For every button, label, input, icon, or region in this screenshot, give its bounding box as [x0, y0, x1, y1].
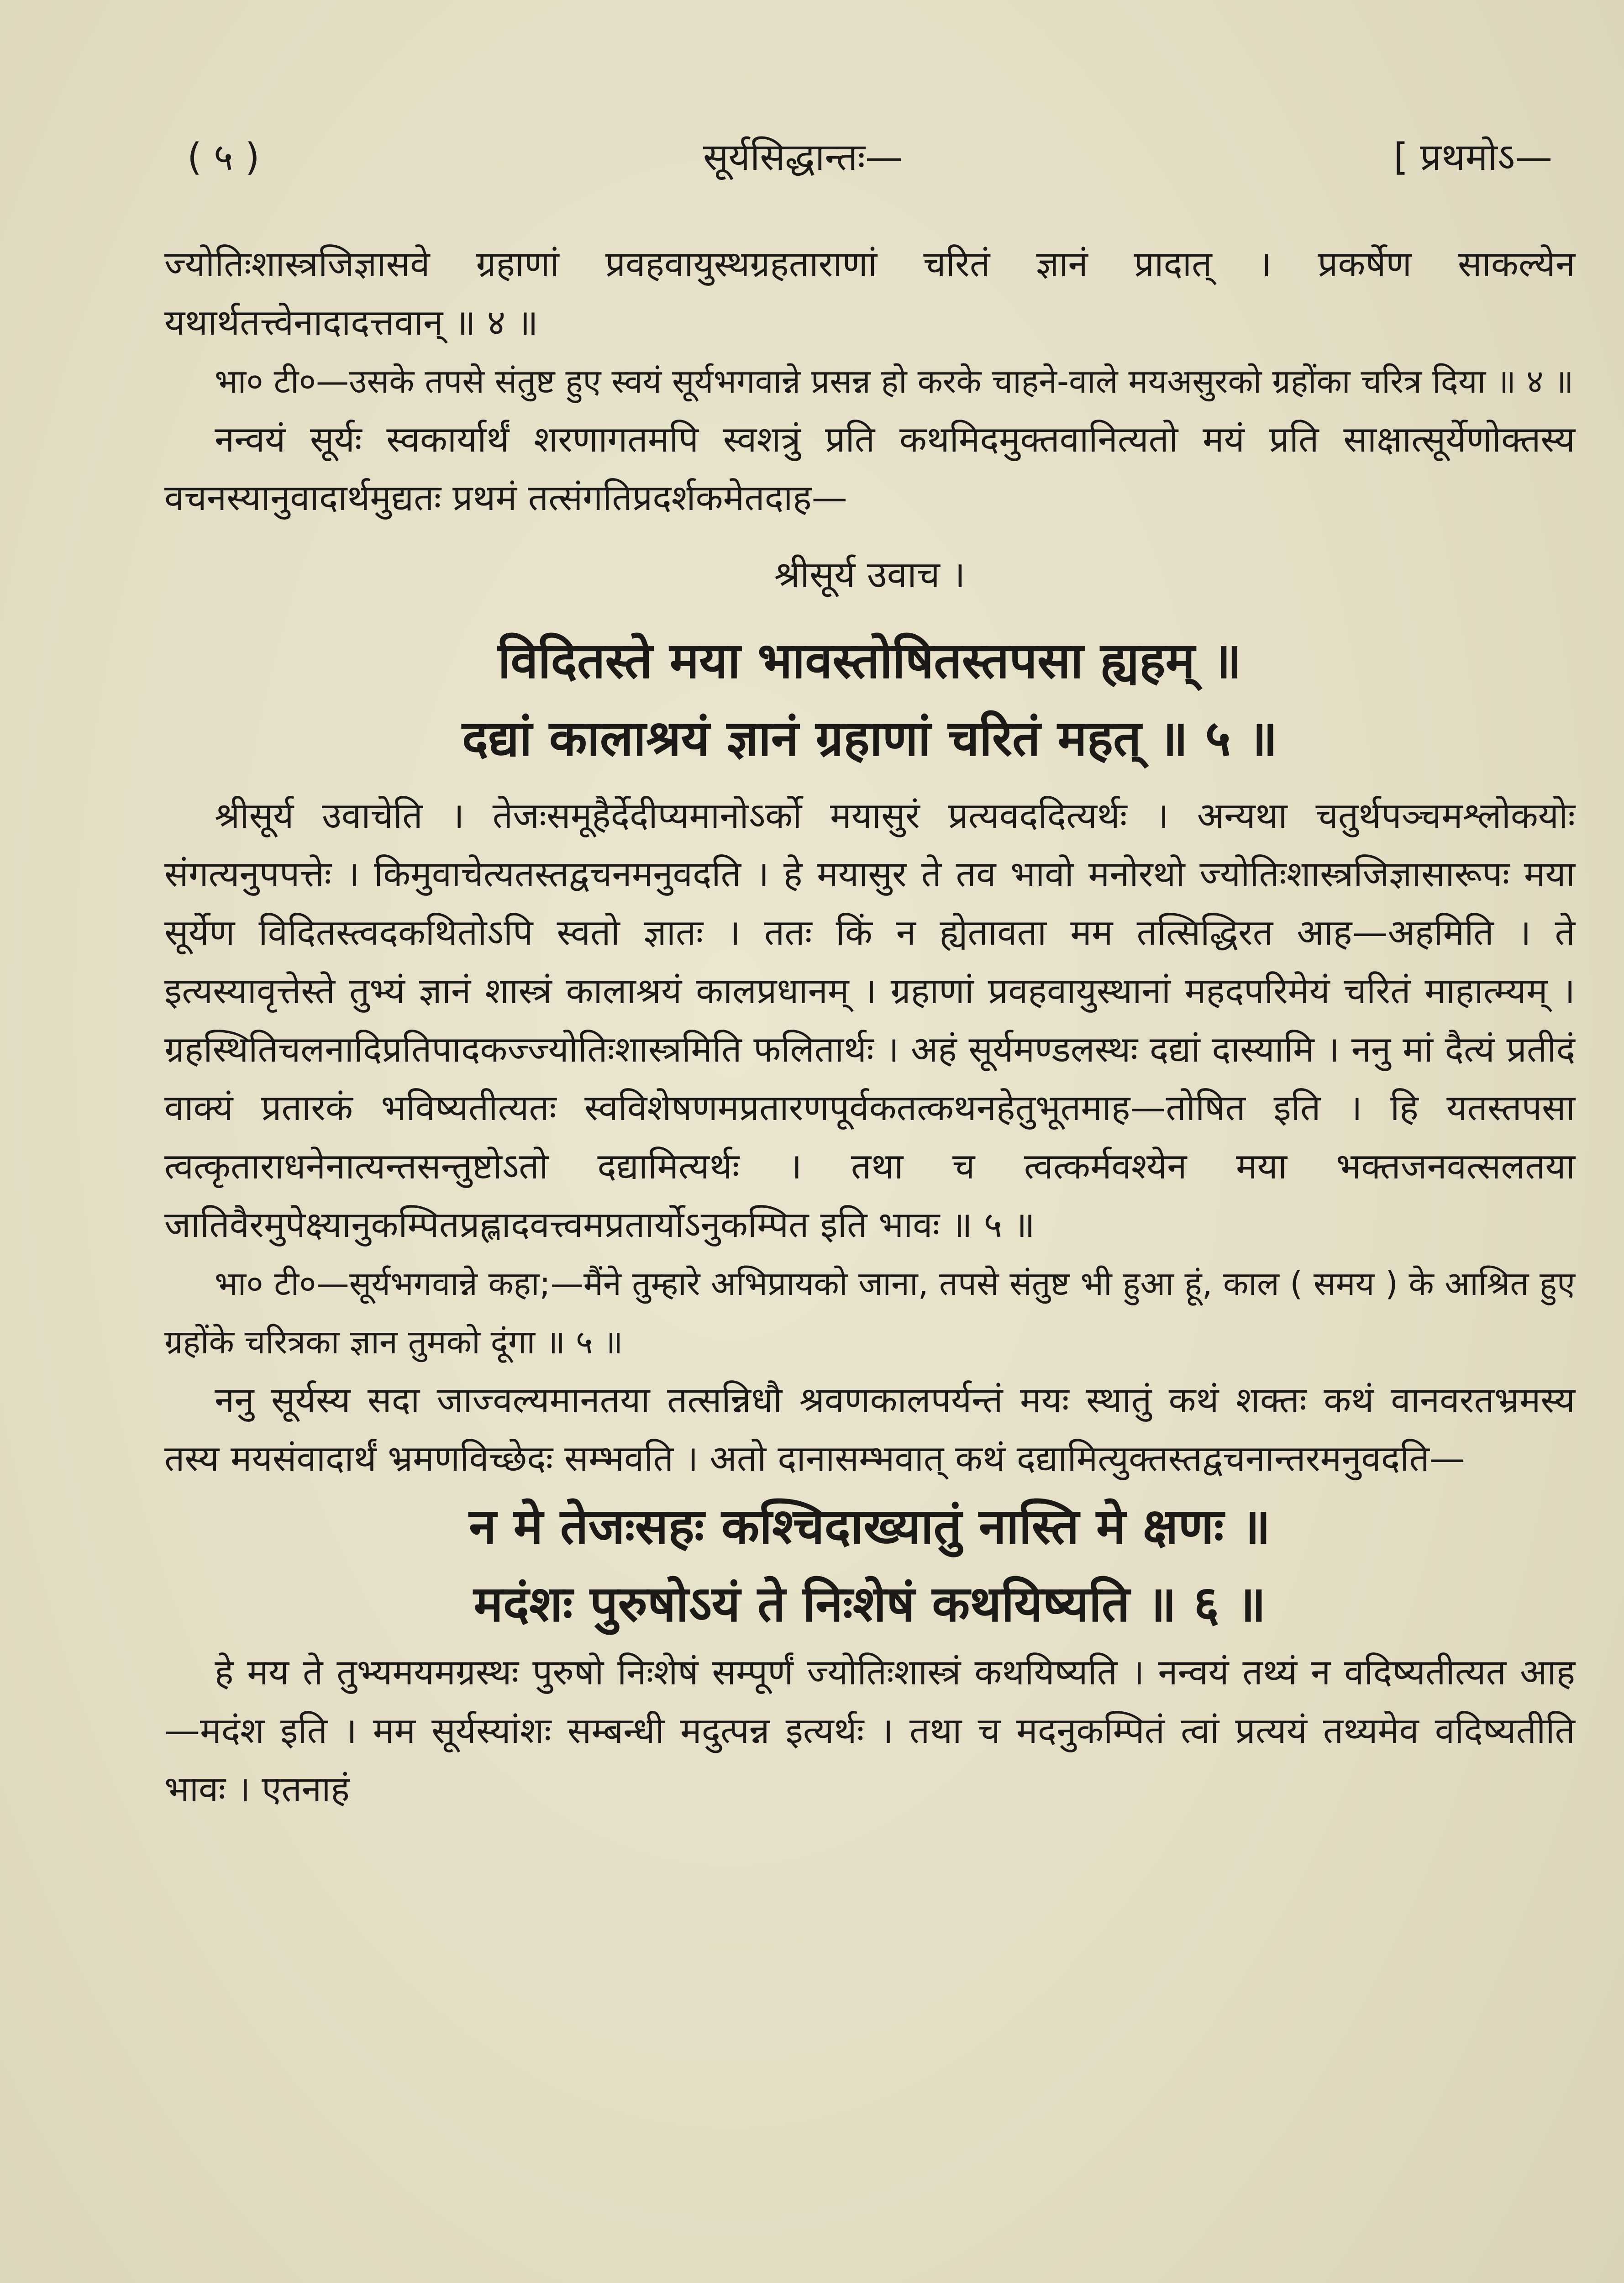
page-header: [183, 132, 1552, 183]
verse-5-line-1: विदितस्ते मया भावस्तोषितस्तपसा ह्यहम् ॥: [498, 632, 1242, 689]
commentary-paragraph-4: ज्योतिःशास्त्रजिज्ञासवे ग्रहाणां प्रवहवायुस्थग्रहताराणां चरितं ज्ञानं प्रादात् । प्रकर्षेण साकल्येन यथार्थतत्त्वेनादादत्तवान् ॥ ४ ॥: [164, 244, 1575, 343]
page-number: ( ५ ): [187, 136, 260, 179]
introduction-paragraph: नन्वयं सूर्यः स्वकार्यार्थं शरणागतमपि स्वशत्रुं प्रति कथमिदमुक्तवानित्यतो मयं प्रति साक्षात्सूर्येणोक्तस्य वचनस्यानुवादार्थमुद्यतः प्रथमं तत्संगतिप्रदर्शकमेतदाह—: [164, 419, 1575, 519]
hindi-translation-5: भा० टी०—सूर्यभगवान्ने कहा;—मैंने तुम्हारे अभिप्रायको जाना, तपसे संतुष्ट भी हुआ हूं, काल ( समय ) के आश्रित हुए ग्रहोंके चरित्रका ज्ञान तुमको दूंगा ॥ ५ ॥: [164, 1264, 1575, 1361]
chapter-label: [ प्रथमोऽ—: [1393, 136, 1552, 179]
page-body: [164, 235, 1575, 1819]
verse-5-line-2: दद्यां कालाश्रयं ज्ञानं ग्रहाणां चरितं महत् ॥ ५ ॥: [462, 710, 1278, 767]
hindi-translation-4: भा० टी०—उसके तपसे संतुष्ट हुए स्वयं सूर्यभगवान्ने प्रसन्न हो करके चाहने-वाले मयअसुरको ग्रहोंका चरित्र दिया ॥ ४ ॥: [215, 362, 1574, 400]
running-title: सूर्यसिद्धान्तः—: [703, 136, 903, 179]
commentary-paragraph-6: हे मय ते तुभ्यमयमग्रस्थः पुरुषो निःशेषं सम्पूर्णं ज्योतिःशास्त्रं कथयिष्यति । नन्वयं तथ्यं न वदिष्यतीत्यत आह—मदंश इति । मम सूर्यस्यांशः सम्बन्धी मदुत्पन्न इत्यर्थः । तथा च मदनुकम्पितं त्वां प्रत्ययं तथ्यमेव वदिष्यतीति भावः । एतनाहं: [164, 1652, 1575, 1810]
verse-6-line-2: मदंशः पुरुषोऽयं ते निःशेषं कथयिष्यति ॥ ६ ॥: [473, 1576, 1266, 1633]
question-paragraph: ननु सूर्यस्य सदा जाज्वल्यमानतया तत्सन्निधौ श्रवणकालपर्यन्तं मयः स्थातुं कथं शक्तः कथं वानवरतभ्रमस्य तस्य मयसंवादार्थं भ्रमणविच्छेदः सम्भवति । अतो दानासम्भवात् कथं दद्यामित्युक्तस्तद्वचनान्तरमनुवदति—: [164, 1380, 1575, 1479]
verse-6-line-1: न मे तेजःसहः कश्चिदाख्यातुं नास्ति मे क्षणः ॥: [469, 1498, 1271, 1555]
speaker-heading: श्रीसूर्य उवाच ।: [774, 553, 966, 596]
commentary-paragraph-5: श्रीसूर्य उवाचेति । तेजःसमूहैर्देदीप्यमानोऽर्को मयासुरं प्रत्यवददित्यर्थः । अन्यथा चतुर्थपञ्चमश्लोकयोः संगत्यनुपपत्तेः । किमुवाचेत्यतस्तद्वचनमनुवदति । हे मयासुर ते तव भावो मनोरथो ज्योतिःशास्त्रजिज्ञासारूपः मया सूर्येण विदितस्त्वदकथितोऽपि स्वतो ज्ञातः । ततः किं न ह्येतावता मम तत्सिद्धिरत आह—अहमिति । ते इत्यस्यावृत्तेस्ते तुभ्यं ज्ञानं शास्त्रं कालाश्रयं कालप्रधानम् । ग्रहाणां प्रवहवायुस्थानां महदपरिमेयं चरितं माहात्म्यम् । ग्रहस्थितिचलनादिप्रतिपादकज्ज्योतिःशास्त्रमिति फलितार्थः । अहं सूर्यमण्डलस्थः दद्यां दास्यामि । ननु मां दैत्यं प्रतीदं वाक्यं प्रतारकं भविष्यतीत्यतः स्वविशेषणमप्रतारणपूर्वकतत्कथनहेतुभूतमाह—तोषित इति । हि यतस्तपसा त्वत्कृताराधनेनात्यन्तसन्तुष्टोऽतो दद्यामित्यर्थः । तथा च त्वत्कर्मवश्येन मया भक्तजनवत्सलतया जातिवैरमुपेक्ष्यानुकम्पितप्रह्लादवत्त्वमप्रतार्योऽनुकम्पित इति भावः ॥ ५ ॥: [164, 795, 1575, 1246]
